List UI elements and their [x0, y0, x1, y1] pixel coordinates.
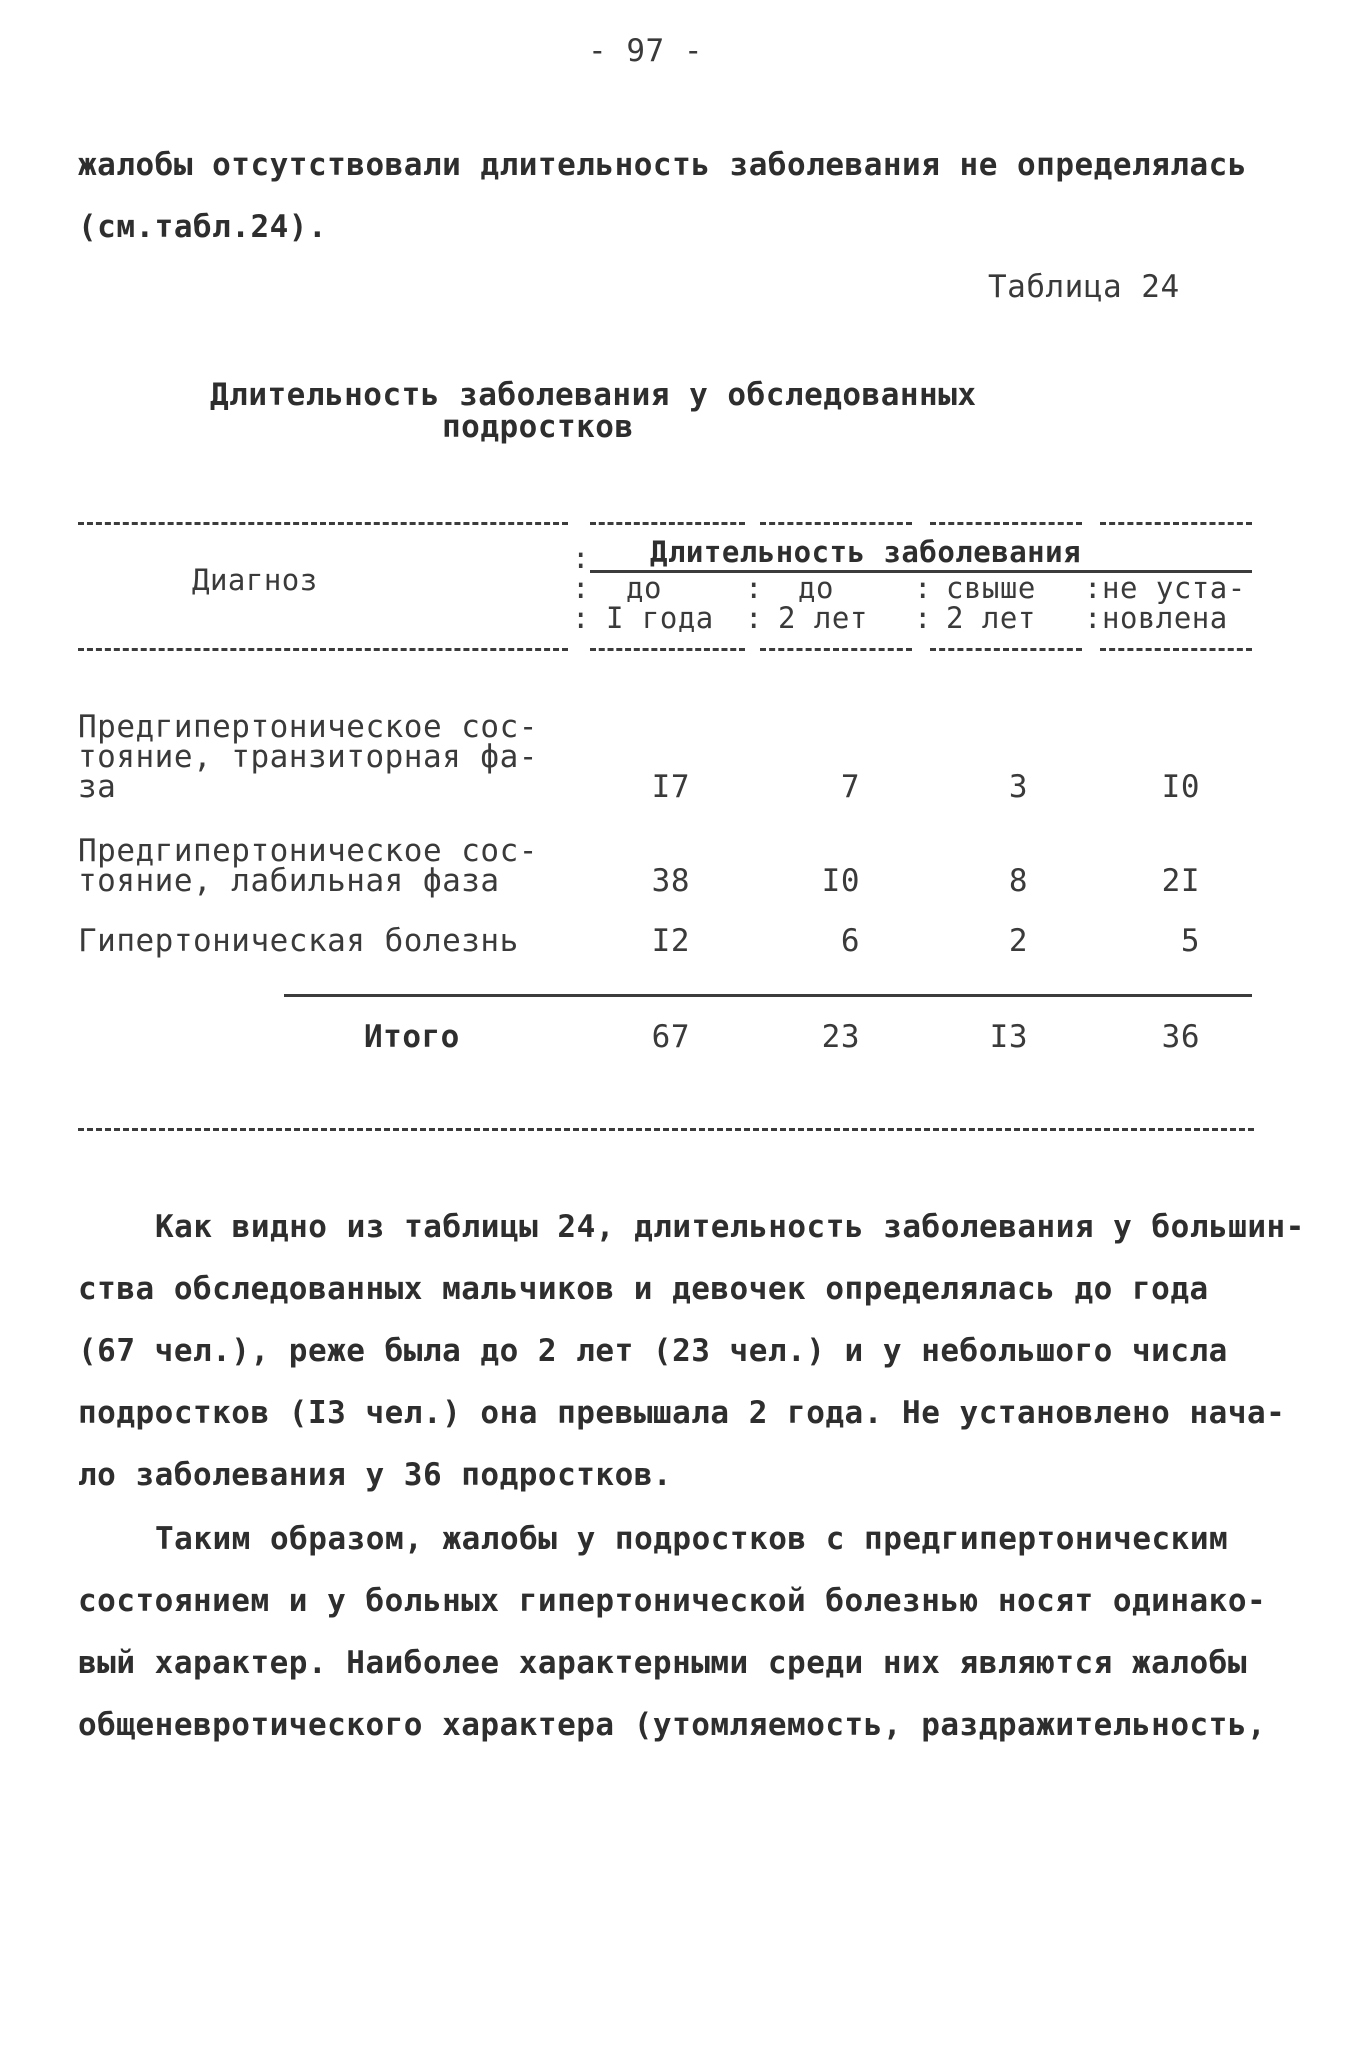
paragraph1-line-1: Как видно из таблицы 24, длительность заболевания у большин-: [155, 1209, 1305, 1245]
total-value-col1: 67: [651, 1019, 690, 1055]
table-caption-line-1: Длительность заболевания у обследованных: [210, 377, 977, 413]
paragraph2-line-4: общеневротического характера (утомляемость, раздражительность,: [78, 1707, 1267, 1743]
row1-value-col2: 7: [840, 769, 860, 805]
header-col2-line2: 2 лет: [778, 601, 868, 635]
table-bottom-rule: [78, 1128, 1254, 1131]
header-col1-line2: I года: [606, 601, 714, 635]
table-caption-line-2: подростков: [442, 409, 634, 445]
header-colon-3: :: [572, 601, 590, 635]
intro-line-1: жалобы отсутствовали длительность заболевания не определялась: [78, 147, 1247, 183]
paragraph2-line-3: вый характер. Наиболее характерными среди них являются жалобы: [78, 1645, 1247, 1681]
total-label: Итого: [364, 1019, 460, 1055]
row3-value-col4: 5: [1180, 923, 1200, 959]
total-rule: [284, 994, 1252, 997]
header-colon-1: :: [572, 541, 590, 575]
header-col3-line1: свыше: [946, 571, 1036, 605]
paragraph1-line-5: ло заболевания у 36 подростков.: [78, 1457, 673, 1493]
total-value-col4: 36: [1161, 1019, 1200, 1055]
row3-value-col1: I2: [651, 923, 690, 959]
row2-label-line1: Предгипертоническое сос-: [78, 833, 538, 869]
header-col2-line1: до: [798, 571, 834, 605]
header-bottom-rule-3: [760, 648, 912, 651]
row2-value-col3: 8: [1008, 863, 1028, 899]
intro-line-2: (см.табл.24).: [78, 209, 328, 245]
row3-value-col3: 2: [1008, 923, 1028, 959]
paragraph1-line-2: ства обследованных мальчиков и девочек определялась до года: [78, 1271, 1209, 1307]
row1-value-col3: 3: [1008, 769, 1028, 805]
row2-value-col4: 2I: [1161, 863, 1200, 899]
table-top-rule-3: [760, 522, 912, 525]
total-value-col3: I3: [989, 1019, 1028, 1055]
table-top-rule-2: [590, 522, 745, 525]
header-bottom-rule-5: [1100, 648, 1252, 651]
row3-label-line1: Гипертоническая болезнь: [78, 923, 519, 959]
table-label: Таблица 24: [988, 269, 1180, 305]
row1-value-col4: I0: [1161, 769, 1200, 805]
page-number: - 97 -: [588, 33, 703, 69]
row2-label-line2: тояние, лабильная фаза: [78, 863, 500, 899]
paragraph2-line-1: Таким образом, жалобы у подростков с предгипертоническим: [155, 1521, 1229, 1557]
paragraph1-line-4: подростков (I3 чел.) она превышала 2 года. Не установлено нача-: [78, 1395, 1286, 1431]
header-colon-5: :: [745, 601, 763, 635]
row1-label-line3: за: [78, 769, 117, 805]
header-colon-7: :: [914, 601, 932, 635]
header-col1-line1: до: [626, 571, 662, 605]
header-colon-2: :: [572, 571, 590, 605]
paragraph1-line-3: (67 чел.), реже была до 2 лет (23 чел.) и у небольшого числа: [78, 1333, 1228, 1369]
row2-value-col1: 38: [651, 863, 690, 899]
header-col4-line1: не уста-: [1102, 571, 1246, 605]
header-col3-line2: 2 лет: [946, 601, 1036, 635]
row1-label-line1: Предгипертоническое сос-: [78, 709, 538, 745]
header-bottom-rule-4: [930, 648, 1082, 651]
header-colon-4: :: [745, 571, 763, 605]
header-bottom-rule-1: [78, 648, 568, 651]
paragraph2-line-2: состоянием и у больных гипертонической болезнью носят одинако-: [78, 1583, 1267, 1619]
row2-value-col2: I0: [821, 863, 860, 899]
header-col4-line2: новлена: [1102, 601, 1228, 635]
row3-value-col2: 6: [840, 923, 860, 959]
table-top-rule-5: [1100, 522, 1252, 525]
total-value-col2: 23: [821, 1019, 860, 1055]
row1-value-col1: I7: [651, 769, 690, 805]
header-bottom-rule-2: [590, 648, 745, 651]
row1-label-line2: тояние, транзиторная фа-: [78, 739, 538, 775]
table-top-rule-4: [930, 522, 1082, 525]
header-colon-6: :: [914, 571, 932, 605]
header-colon-8: :: [1084, 571, 1102, 605]
table-top-rule-1: [78, 522, 568, 525]
header-diagnosis: Диагноз: [192, 563, 318, 597]
header-group: Длительность заболевания: [650, 535, 1082, 569]
header-colon-9: :: [1084, 601, 1102, 635]
